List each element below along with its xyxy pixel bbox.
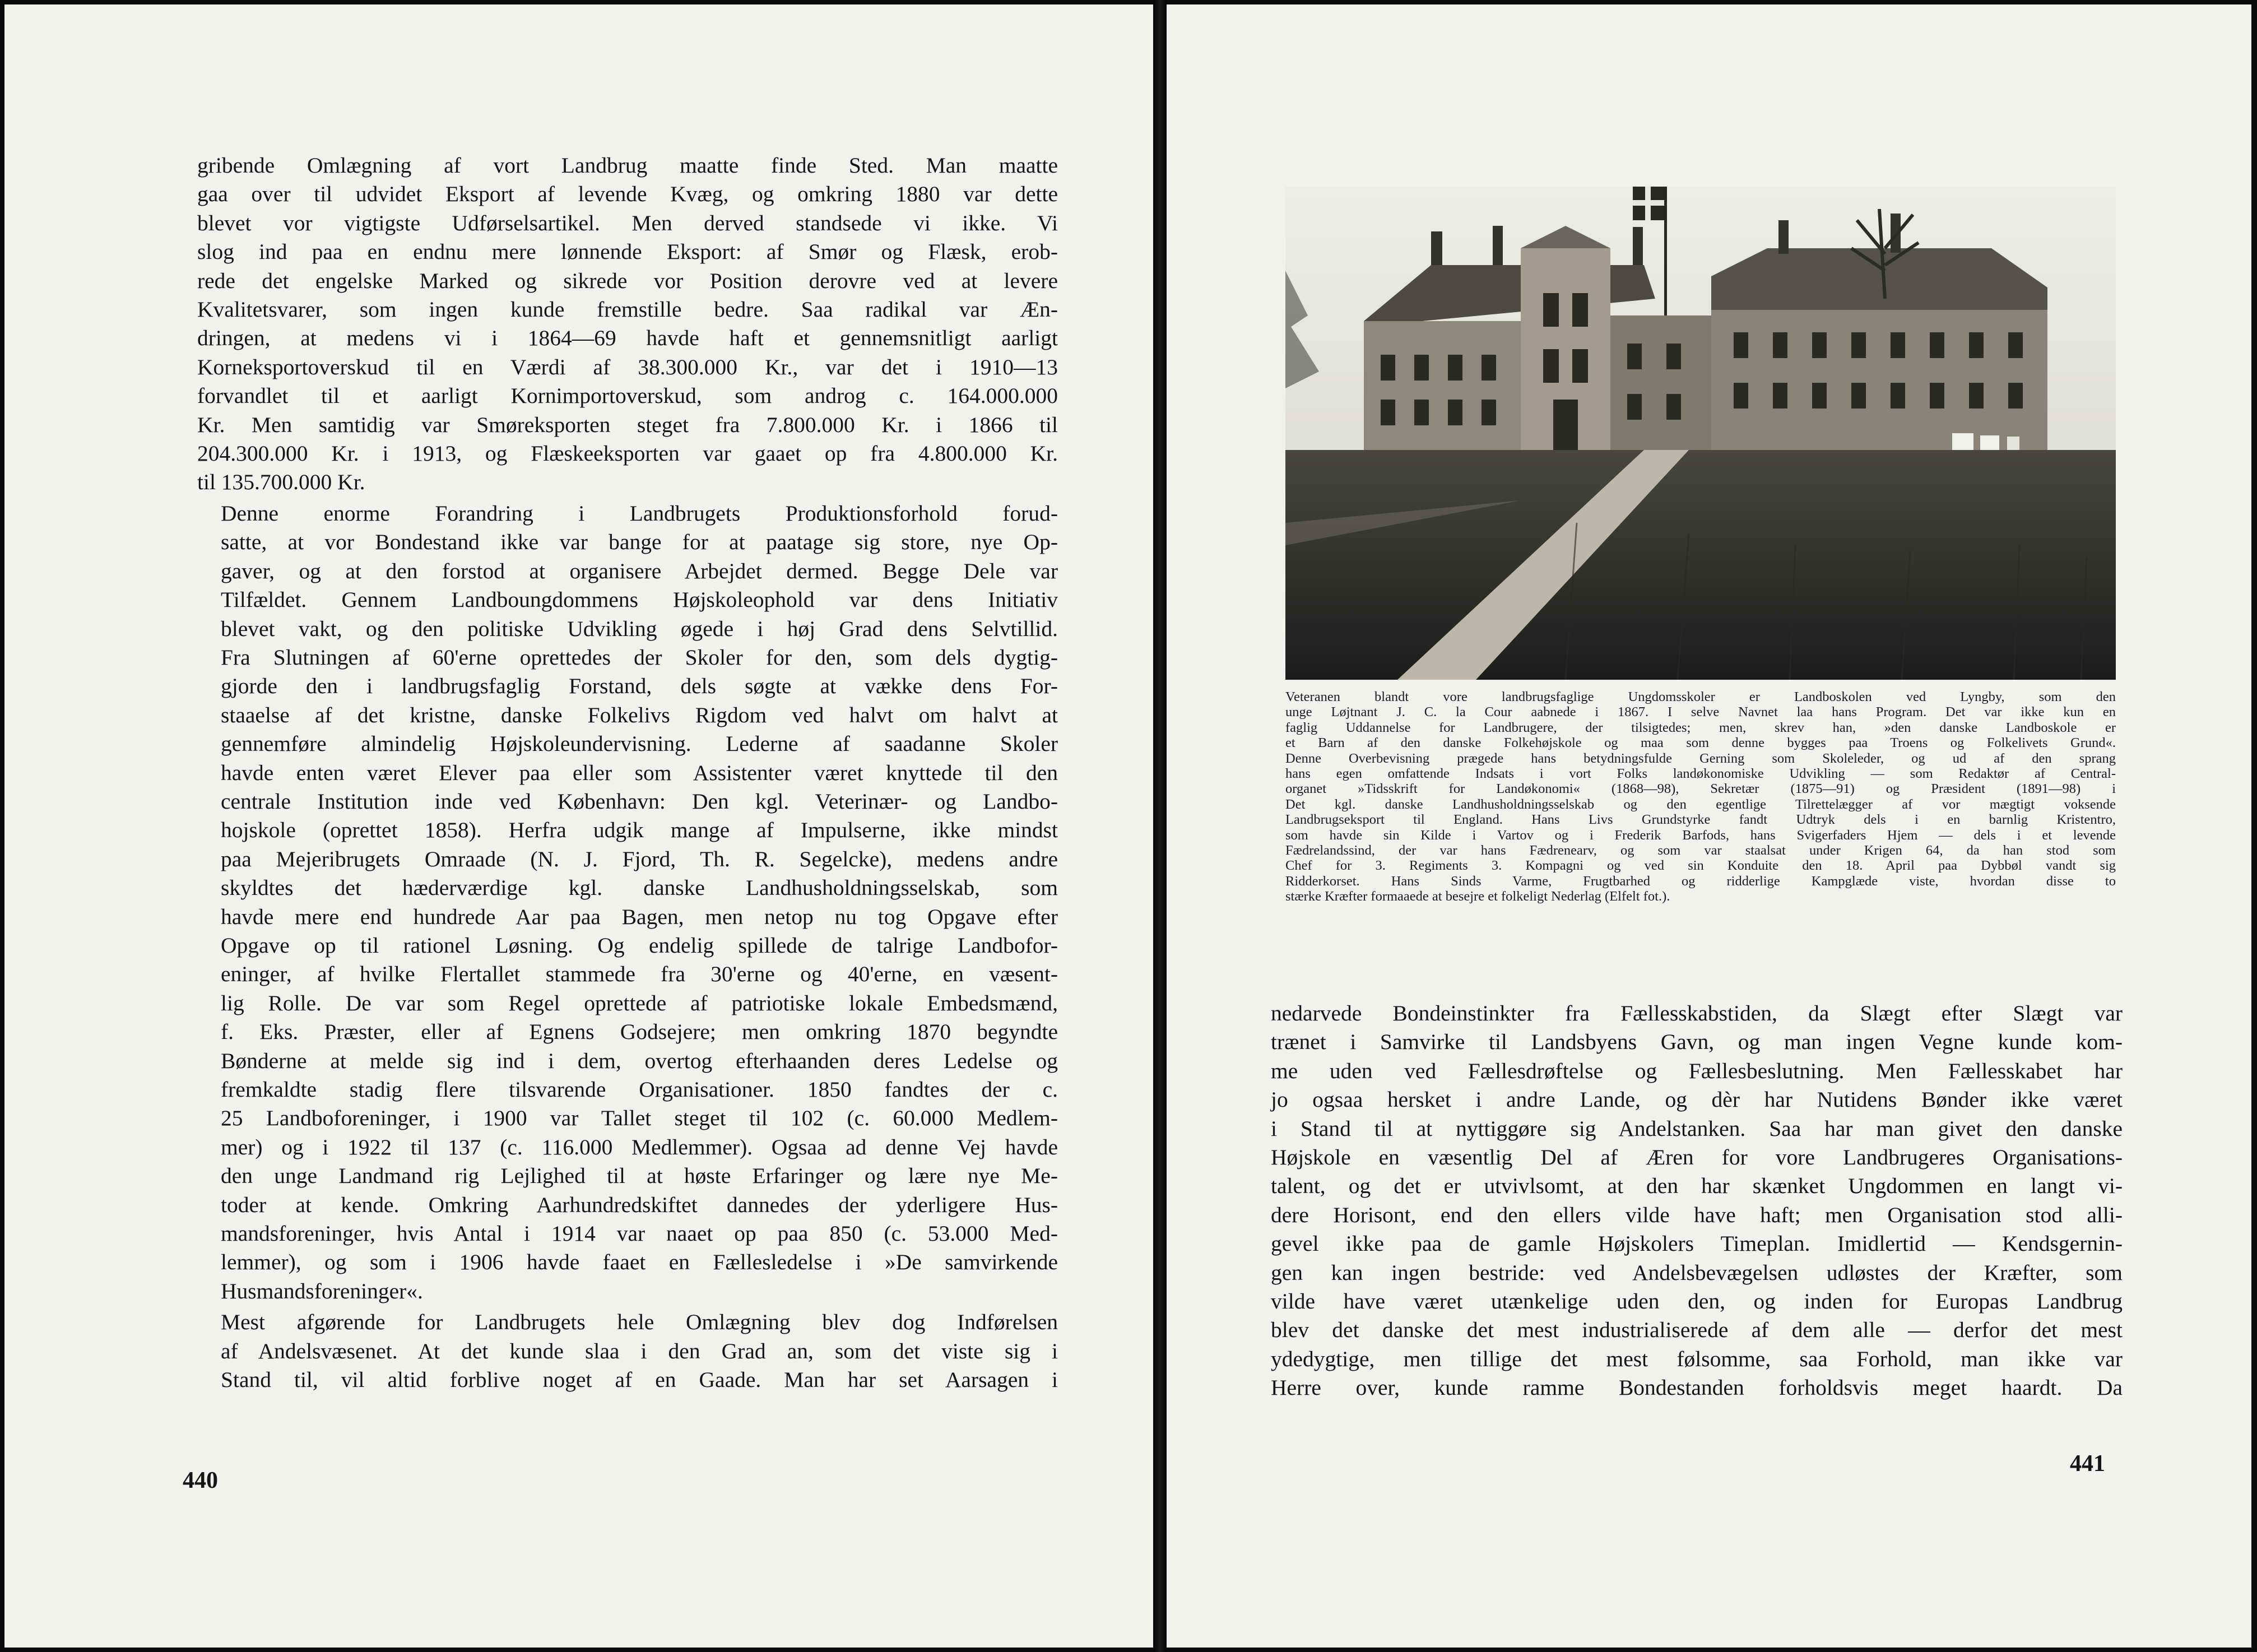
text-line: blev det danske det mest industrialiserede af dem alle — derfor det mest	[1271, 1317, 2123, 1343]
text-line: til 135.700.000 Kr.	[197, 470, 365, 495]
caption-line: Denne Overbevisning prægede hans betydningsfulde Gerning som Skoleleder, og ud af den sprang	[1285, 750, 2116, 766]
text-line: Korneksportoverskud til en Værdi af 38.300.000 Kr., var det i 1910—13	[197, 354, 1058, 379]
text-line: satte, at vor Bondestand ikke var bange for at paatage sig store, nye Op-	[221, 530, 1058, 555]
paragraph-4	[1271, 999, 2123, 1403]
caption-line: stærke Kræfter formaaede at besejre et folkeligt Nederlag (Elfelt fot.).	[1285, 889, 1670, 904]
text-line: Højskole en væsentlig Del af Æren for vore Landbrugeres Organisations-	[1271, 1145, 2123, 1170]
text-line: gaver, og at den forstod at organisere Arbejdet dermed. Begge Dele var	[221, 558, 1058, 583]
text-line: havde mere end hundrede Aar paa Bagen, men netop nu tog Opgave efter	[221, 904, 1058, 929]
text-line: forvandlet til et aarligt Kornimportoverskud, som androg c. 164.000.000	[197, 383, 1058, 409]
text-line: gevel ikke paa de gamle Højskolers Timeplan. Imidlertid — Kendsgernin-	[1271, 1231, 2123, 1256]
text-line: dringen, at medens vi i 1864—69 havde haft et gennemsnitligt aarligt	[197, 326, 1058, 351]
text-line: i Stand til at nyttiggøre sig Andelstanken. Saa har man givet den danske	[1271, 1116, 2123, 1141]
text-line: Opgave op til rationel Løsning. Og endelig spillede de talrige Landbofor-	[221, 932, 1058, 958]
text-line: Denne enorme Forandring i Landbrugets Produktionsforhold forud-	[221, 500, 1058, 526]
caption-line: Ridderkorset. Hans Sinds Varme, Frugtbarhed og ridderlige Kampglæde viste, hvordan disse to	[1285, 873, 2116, 889]
paragraph-2	[197, 499, 1058, 1306]
caption-line: et Barn af den danske Folkehøjskole og maa som denne bygges paa Troens og Folkelivets Grund«.	[1285, 735, 2116, 751]
text-line: blevet vakt, og den politiske Udvikling øgede i høj Grad dens Selvtillid.	[221, 616, 1058, 641]
text-line: af Andelsvæsenet. At det kunde slaa i den Grad an, som det viste sig i	[221, 1338, 1058, 1363]
text-line: Kvalitetsvarer, som ingen kunde fremstille bedre. Saa radikal var Æn-	[197, 297, 1058, 322]
text-line: Tilfældet. Gennem Landboungdommens Højskoleophold var dens Initiativ	[221, 587, 1058, 612]
book-spine	[1153, 0, 1167, 1652]
paragraph-1	[197, 151, 1058, 497]
text-line: mandsforeninger, hvis Antal i 1914 var naaet op paa 850 (c. 53.000 Med-	[221, 1221, 1058, 1246]
text-line: Husmandsforeninger«.	[221, 1278, 423, 1303]
text-line: gaa over til udvidet Eksport af levende Kvæg, og omkring 1880 var dette	[197, 182, 1058, 207]
text-line: centrale Institution inde ved København: Den kgl. Veterinær- og Landbo-	[221, 788, 1058, 814]
text-line: toder at kende. Omkring Aarhundredskiftet dannedes der yderligere Hus-	[221, 1192, 1058, 1217]
text-line: talent, og det er utvivlsomt, at den har skænket Ungdommen en langt vi-	[1271, 1173, 2123, 1199]
page-number: 440	[183, 1468, 218, 1493]
text-line: slog ind paa en endnu mere lønnende Eksport: af Smør og Flæsk, erob-	[197, 239, 1058, 264]
caption-line: organet »Tidsskrift for Landøkonomi« (1868—98), Sekretær (1875—91) og Præsident (1891—98) i	[1285, 781, 2116, 797]
right-text-column	[1271, 999, 2123, 1403]
text-line: eninger, af hvilke Flertallet stammede fra 30'erne og 40'erne, en væsent-	[221, 962, 1058, 987]
text-line: skyldtes det hæderværdige kgl. danske Landhusholdningsselskab, som	[221, 875, 1058, 901]
text-line: gennemføre almindelig Højskoleundervisning. Lederne af saadanne Skoler	[221, 731, 1058, 757]
text-line: havde enten været Elever paa eller som Assistenter været knyttede til den	[221, 760, 1058, 785]
text-line: me uden ved Fællesdrøftelse og Fællesbeslutning. Men Fællesskabet har	[1271, 1058, 2123, 1083]
text-line: Kr. Men samtidig var Smøreksporten steget fra 7.800.000 Kr. i 1866 til	[197, 412, 1058, 437]
text-line: ydedygtige, men tillige det mest følsomme, saa Forhold, man ikke var	[1271, 1346, 2123, 1371]
photo-caption	[1285, 689, 2116, 904]
caption-line: hans egen omfattende Indsats i vort Folks landøkonomiske Udvikling — som Redaktør af Central-	[1285, 766, 2116, 782]
text-line: dere Horisont, end den ellers vilde have haft; men Organisation stod alli-	[1271, 1202, 2123, 1227]
paragraph-3	[197, 1308, 1058, 1394]
text-line: gen kan ingen bestride: ved Andelsbevægelsen udløstes der Kræfter, som	[1271, 1260, 2123, 1285]
text-line: rede det engelske Marked og sikrede vor Position derovre ved at levere	[197, 268, 1058, 293]
text-line: Herre over, kunde ramme Bondestanden forholdsvis meget haardt. Da	[1271, 1375, 2123, 1400]
caption-line: faglig Uddannelse for Landbrugere, der tilsigtedes; men, skrev han, »den danske Landboskole er	[1285, 720, 2116, 735]
caption-line: Veteranen blandt vore landbrugsfaglige Ungdomsskoler er Landboskolen ved Lyngby, som den	[1285, 689, 2116, 704]
text-line: lig Rolle. De var som Regel oprettede af patriotiske lokale Embedsmænd,	[221, 990, 1058, 1015]
text-line: gjorde den i landbrugsfaglig Forstand, dels søgte at vække dens For-	[221, 674, 1058, 699]
text-line: f. Eks. Præster, eller af Egnens Godsejere; men omkring 1870 begyndte	[221, 1019, 1058, 1045]
text-line: lemmer), og som i 1906 havde faaet en Fællesledelse i »De samvirkende	[221, 1250, 1058, 1275]
text-line: 25 Landboforeninger, i 1900 var Tallet steget til 102 (c. 60.000 Medlem-	[221, 1106, 1058, 1131]
text-line: Fra Slutningen af 60'erne oprettedes der Skoler for den, som dels dygtig-	[221, 644, 1058, 670]
text-line: Mest afgørende for Landbrugets hele Omlægning blev dog Indførelsen	[221, 1310, 1058, 1335]
text-line: paa Mejeribrugets Omraade (N. J. Fjord, Th. R. Segelcke), medens andre	[221, 846, 1058, 871]
text-line: fremkaldte stadig flere tilsvarende Organisationer. 1850 fandtes der c.	[221, 1077, 1058, 1102]
caption-line: Chef for 3. Regiments 3. Kompagni og ved sin Konduite den 18. April paa Dybbøl vandt sig	[1285, 858, 2116, 874]
text-line: hojskole (oprettet 1858). Herfra udgik mange af Impulserne, ikke mindst	[221, 818, 1058, 843]
caption-line: unge Løjtnant J. C. la Cour aabnede i 1867. I selve Navnet laa hans Program. Det var ikke kun en	[1285, 704, 2116, 720]
caption-line: Fædrelandssind, der var hans Fædrenearv, og som var staalsat under Krigen 64, da han stod som	[1285, 843, 2116, 859]
text-line: nedarvede Bondeinstinkter fra Fællesskabstiden, da Slægt efter Slægt var	[1271, 1001, 2123, 1025]
text-line: den unge Landmand rig Lejlighed til at høste Erfaringer og lære nye Me-	[221, 1163, 1058, 1189]
text-line: vilde have været utænkelige uden den, og inden for Europas Landbrug	[1271, 1289, 2123, 1314]
left-page	[4, 4, 1153, 1648]
text-line: jo ogsaa hersket i andre Lande, og dèr har Nutidens Bønder ikke været	[1271, 1087, 2123, 1112]
right-page	[1167, 4, 2251, 1648]
text-line: Stand til, vil altid forblive noget af en Gaade. Man har set Aarsagen i	[221, 1367, 1058, 1393]
text-line: Bønderne at melde sig ind i dem, overtog efterhaanden deres Ledelse og	[221, 1048, 1058, 1073]
text-line: staaelse af det kristne, danske Folkelivs Rigdom ved halvt om halvt at	[221, 702, 1058, 727]
page-number: 441	[2070, 1451, 2105, 1477]
left-text-column	[197, 151, 1058, 1394]
text-line: trænet i Samvirke til Landsbyens Gavn, og man ingen Vegne kunde kom-	[1271, 1029, 2123, 1055]
caption-line: Det kgl. danske Landhusholdningsselskab og den egentlige Tilrettelægger af vor mægtigt voksende	[1285, 796, 2116, 812]
text-line: 204.300.000 Kr. i 1913, og Flæskeeksporten var gaaet op fra 4.800.000 Kr.	[197, 441, 1058, 466]
caption-line: som havde sin Kilde i Vartov og i Frederik Barfods, hans Svigerfaders Hjem — dels i et levende	[1285, 827, 2116, 843]
caption-line: Landbrugseksport til England. Hans Livs Grundstyrke fandt Udtryk dels i en barnlig Kristentro,	[1285, 812, 2116, 828]
text-line: blevet vor vigtigste Udførselsartikel. Men derved standsede vi ikke. Vi	[197, 210, 1058, 235]
photo-illustration	[1285, 187, 2116, 680]
text-line: mer) og i 1922 til 137 (c. 116.000 Medlemmer). Ogsaa ad denne Vej havde	[221, 1134, 1058, 1159]
school-building-photo	[1285, 187, 2116, 680]
text-line: gribende Omlægning af vort Landbrug maatte finde Sted. Man maatte	[197, 153, 1058, 178]
